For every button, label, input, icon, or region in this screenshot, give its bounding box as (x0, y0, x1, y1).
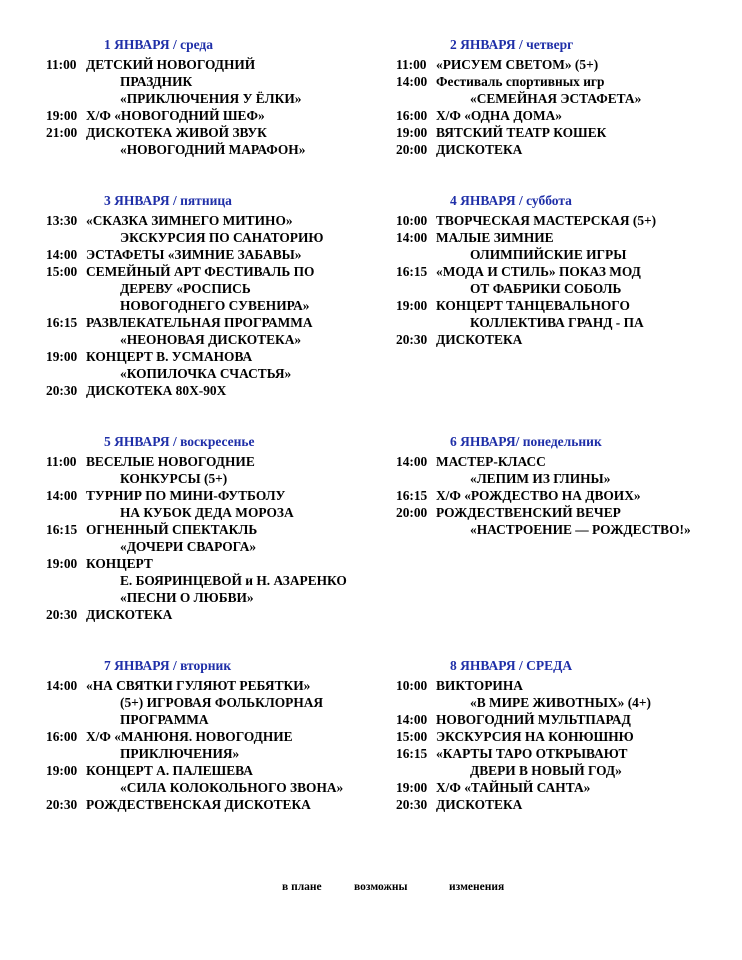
event-line: «СКАЗКА ЗИМНЕГО МИТИНО» (86, 213, 293, 228)
event-line: ДИСКОТЕКА (436, 797, 523, 812)
event-time: 15:00 (46, 264, 78, 279)
event-line: ДИСКОТЕКА (86, 607, 173, 622)
event-line: «ПРИКЛЮЧЕНИЯ У ЁЛКИ» (120, 91, 302, 106)
day-title: 8 ЯНВАРЯ / СРЕДА (450, 658, 573, 673)
event-time: 16:15 (396, 264, 428, 279)
event-time: 11:00 (396, 57, 427, 72)
event-description (86, 107, 386, 124)
event-item (396, 56, 736, 73)
event-time: 14:00 (46, 678, 78, 693)
event-item (396, 212, 736, 229)
footer-word: возможны (354, 881, 408, 893)
event-description (86, 762, 386, 796)
day-block (396, 192, 736, 348)
event-description (86, 606, 386, 623)
event-item (396, 453, 736, 487)
event-line: НОВОГОДНЕГО СУВЕНИРА» (120, 298, 310, 313)
event-time: 14:00 (46, 488, 78, 503)
event-line: ЭКСКУРСИЯ НА КОНЮШНЮ (436, 729, 634, 744)
event-time: 11:00 (46, 57, 77, 72)
event-line: РОЖДЕСТВЕНСКАЯ ДИСКОТЕКА (86, 797, 311, 812)
event-description (436, 141, 736, 158)
day-block (396, 36, 736, 158)
event-description (86, 521, 386, 555)
event-time: 20:30 (46, 797, 78, 812)
event-line: «СИЛА КОЛОКОЛЬНОГО ЗВОНА» (120, 780, 344, 795)
event-line: Е. БОЯРИНЦЕВОЙ и Н. АЗАРЕНКО (120, 573, 347, 588)
event-description (86, 677, 386, 728)
event-time: 19:00 (46, 763, 78, 778)
event-line: (5+) ИГРОВАЯ ФОЛЬКЛОРНАЯ (120, 695, 324, 710)
event-description (436, 107, 736, 124)
event-time: 19:00 (46, 349, 78, 364)
day-block (396, 657, 736, 813)
event-item (46, 762, 386, 796)
day-title: 2 ЯНВАРЯ / четверг (450, 37, 574, 52)
event-line: ВЕСЕЛЫЕ НОВОГОДНИЕ (86, 454, 255, 469)
event-time: 16:15 (396, 488, 428, 503)
event-item (396, 229, 736, 263)
event-description (436, 229, 736, 263)
day-block (46, 657, 386, 813)
event-item (46, 487, 386, 521)
event-line: «НЕОНОВАЯ ДИСКОТЕКА» (120, 332, 302, 347)
event-time: 16:15 (396, 746, 428, 761)
event-item (396, 711, 736, 728)
event-item (46, 348, 386, 382)
event-line: ОТ ФАБРИКИ СОБОЛЬ (470, 281, 622, 296)
event-time: 14:00 (396, 74, 428, 89)
event-description (436, 487, 736, 504)
event-item (396, 779, 736, 796)
event-time: 13:30 (46, 213, 78, 228)
event-line: КОНЦЕРТ (86, 556, 153, 571)
event-item (46, 382, 386, 399)
event-line: «СЕМЕЙНАЯ ЭСТАФЕТА» (470, 91, 642, 106)
event-line: «НА СВЯТКИ ГУЛЯЮТ РЕБЯТКИ» (86, 678, 311, 693)
event-description (436, 745, 736, 779)
event-time: 14:00 (396, 712, 428, 727)
event-description (86, 728, 386, 762)
event-time: 10:00 (396, 678, 428, 693)
event-time: 20:00 (396, 142, 428, 157)
event-line: «РИСУЕМ СВЕТОМ» (5+) (436, 57, 599, 72)
event-description (436, 453, 736, 487)
event-line: Фестиваль спортивных игр (436, 74, 605, 89)
event-time: 21:00 (46, 125, 78, 140)
event-description (86, 124, 386, 158)
event-line: ОЛИМПИЙСКИЕ ИГРЫ (470, 247, 627, 262)
day-block (46, 36, 386, 158)
event-time: 14:00 (396, 230, 428, 245)
event-description (86, 314, 386, 348)
event-description (86, 453, 386, 487)
event-description (436, 796, 736, 813)
event-line: МАЛЫЕ ЗИМНИЕ (436, 230, 554, 245)
event-item (396, 263, 736, 297)
day-title: 7 ЯНВАРЯ / вторник (104, 658, 232, 673)
event-item (396, 796, 736, 813)
event-line: «КАРТЫ ТАРО ОТКРЫВАЮТ (436, 746, 628, 761)
event-line: ТВОРЧЕСКАЯ МАСТЕРСКАЯ (5+) (436, 213, 657, 228)
event-line: ТУРНИР ПО МИНИ-ФУТБОЛУ (86, 488, 286, 503)
event-time: 16:00 (396, 108, 428, 123)
event-line: ДИСКОТЕКА ЖИВОЙ ЗВУК (86, 125, 267, 140)
event-line: ВЯТСКИЙ ТЕАТР КОШЕК (436, 125, 607, 140)
event-description (436, 212, 736, 229)
event-item (46, 728, 386, 762)
event-item (396, 107, 736, 124)
event-description (86, 382, 386, 399)
event-description (86, 263, 386, 314)
event-item (46, 453, 386, 487)
event-item (46, 677, 386, 728)
event-item (46, 246, 386, 263)
event-description (86, 555, 386, 606)
event-item (396, 124, 736, 141)
event-line: ПРОГРАММА (120, 712, 209, 727)
event-line: СЕМЕЙНЫЙ АРТ ФЕСТИВАЛЬ ПО (86, 264, 315, 279)
event-line: КОНЦЕРТ А. ПАЛЕШЕВА (86, 763, 253, 778)
event-line: МАСТЕР-КЛАСС (436, 454, 546, 469)
day-title: 5 ЯНВАРЯ / воскресенье (104, 434, 255, 449)
footer-word: изменения (449, 881, 505, 893)
event-time: 20:00 (396, 505, 428, 520)
event-description (436, 504, 736, 538)
event-description (436, 728, 736, 745)
event-description (436, 73, 736, 107)
day-title: 1 ЯНВАРЯ / среда (104, 37, 213, 52)
day-block (46, 192, 386, 399)
event-description (86, 796, 386, 813)
event-item (46, 107, 386, 124)
day-title: 3 ЯНВАРЯ / пятница (104, 193, 232, 208)
event-time: 16:15 (46, 522, 78, 537)
event-line: РОЖДЕСТВЕНСКИЙ ВЕЧЕР (436, 505, 621, 520)
event-item (46, 796, 386, 813)
event-line: ДИСКОТЕКА 80Х-90Х (86, 383, 227, 398)
event-time: 20:30 (46, 607, 78, 622)
event-line: «НОВОГОДНИЙ МАРАФОН» (120, 142, 306, 157)
event-line: ПРАЗДНИК (120, 74, 193, 89)
event-line: КОНЦЕРТ ТАНЦЕВАЛЬНОГО (436, 298, 630, 313)
event-line: «ДОЧЕРИ СВАРОГА» (120, 539, 257, 554)
event-time: 15:00 (396, 729, 428, 744)
event-description (86, 246, 386, 263)
event-line: НА КУБОК ДЕДА МОРОЗА (120, 505, 294, 520)
event-time: 19:00 (396, 780, 428, 795)
event-time: 10:00 (396, 213, 428, 228)
event-line: КОНЦЕРТ В. УСМАНОВА (86, 349, 253, 364)
event-description (86, 212, 386, 246)
event-time: 16:00 (46, 729, 78, 744)
event-item (396, 504, 736, 538)
event-time: 11:00 (46, 454, 77, 469)
event-line: ДИСКОТЕКА (436, 142, 523, 157)
event-line: «КОПИЛОЧКА СЧАСТЬЯ» (120, 366, 292, 381)
day-title: 4 ЯНВАРЯ / суббота (450, 193, 572, 208)
event-description (436, 711, 736, 728)
event-line: КОЛЛЕКТИВА ГРАНД - ПА (470, 315, 644, 330)
event-description (436, 331, 736, 348)
event-item (46, 212, 386, 246)
event-line: КОНКУРСЫ (5+) (120, 471, 228, 486)
event-line: ДЕТСКИЙ НОВОГОДНИЙ (86, 57, 256, 72)
event-time: 19:00 (396, 298, 428, 313)
event-time: 19:00 (46, 108, 78, 123)
day-block (46, 433, 386, 623)
event-item (396, 745, 736, 779)
event-line: «НАСТРОЕНИЕ — РОЖДЕСТВО!» (470, 522, 691, 537)
footer-word: в плане (282, 881, 322, 893)
event-line: ДЕРЕВУ «РОСПИСЬ (120, 281, 251, 296)
event-item (396, 487, 736, 504)
event-item (396, 728, 736, 745)
event-item (396, 331, 736, 348)
event-line: ОГНЕННЫЙ СПЕКТАКЛЬ (86, 522, 258, 537)
event-description (86, 487, 386, 521)
day-block (396, 433, 736, 538)
event-item (396, 73, 736, 107)
event-line: НОВОГОДНИЙ МУЛЬТПАРАД (436, 712, 631, 727)
event-item (396, 141, 736, 158)
event-line: «В МИРЕ ЖИВОТНЫХ» (4+) (470, 695, 651, 710)
event-description (436, 56, 736, 73)
event-line: ВИКТОРИНА (436, 678, 523, 693)
event-description (436, 779, 736, 796)
event-item (46, 555, 386, 606)
event-item (46, 606, 386, 623)
event-line: Х/Ф «РОЖДЕСТВО НА ДВОИХ» (436, 488, 641, 503)
event-time: 20:30 (396, 332, 428, 347)
event-line: ПРИКЛЮЧЕНИЯ» (120, 746, 240, 761)
event-item (46, 314, 386, 348)
event-item (396, 677, 736, 711)
event-description (86, 56, 386, 107)
event-line: Х/Ф «ТАЙНЫЙ САНТА» (436, 780, 591, 795)
event-item (46, 56, 386, 107)
event-time: 14:00 (46, 247, 78, 262)
event-time: 20:30 (46, 383, 78, 398)
event-item (46, 263, 386, 314)
event-description (86, 348, 386, 382)
event-line: «МОДА И СТИЛЬ» ПОКАЗ МОД (436, 264, 641, 279)
event-line: Х/Ф «МАНЮНЯ. НОВОГОДНИЕ (86, 729, 293, 744)
day-title: 6 ЯНВАРЯ/ понедельник (450, 434, 602, 449)
event-description (436, 677, 736, 711)
event-line: РАЗВЛЕКАТЕЛЬНАЯ ПРОГРАММА (86, 315, 313, 330)
event-line: ДВЕРИ В НОВЫЙ ГОД» (470, 763, 622, 778)
event-item (46, 124, 386, 158)
event-description (436, 297, 736, 331)
event-time: 14:00 (396, 454, 428, 469)
event-line: ЭСТАФЕТЫ «ЗИМНИЕ ЗАБАВЫ» (86, 247, 302, 262)
event-line: ЭКСКУРСИЯ ПО САНАТОРИЮ (120, 230, 324, 245)
event-description (436, 263, 736, 297)
event-time: 16:15 (46, 315, 78, 330)
event-line: ДИСКОТЕКА (436, 332, 523, 347)
event-time: 19:00 (46, 556, 78, 571)
event-description (436, 124, 736, 141)
event-item (46, 521, 386, 555)
event-line: «ЛЕПИМ ИЗ ГЛИНЫ» (470, 471, 611, 486)
event-time: 19:00 (396, 125, 428, 140)
event-item (396, 297, 736, 331)
event-line: «ПЕСНИ О ЛЮБВИ» (120, 590, 254, 605)
event-line: Х/Ф «НОВОГОДНИЙ ШЕФ» (86, 108, 265, 123)
event-time: 20:30 (396, 797, 428, 812)
event-line: Х/Ф «ОДНА ДОМА» (436, 108, 562, 123)
